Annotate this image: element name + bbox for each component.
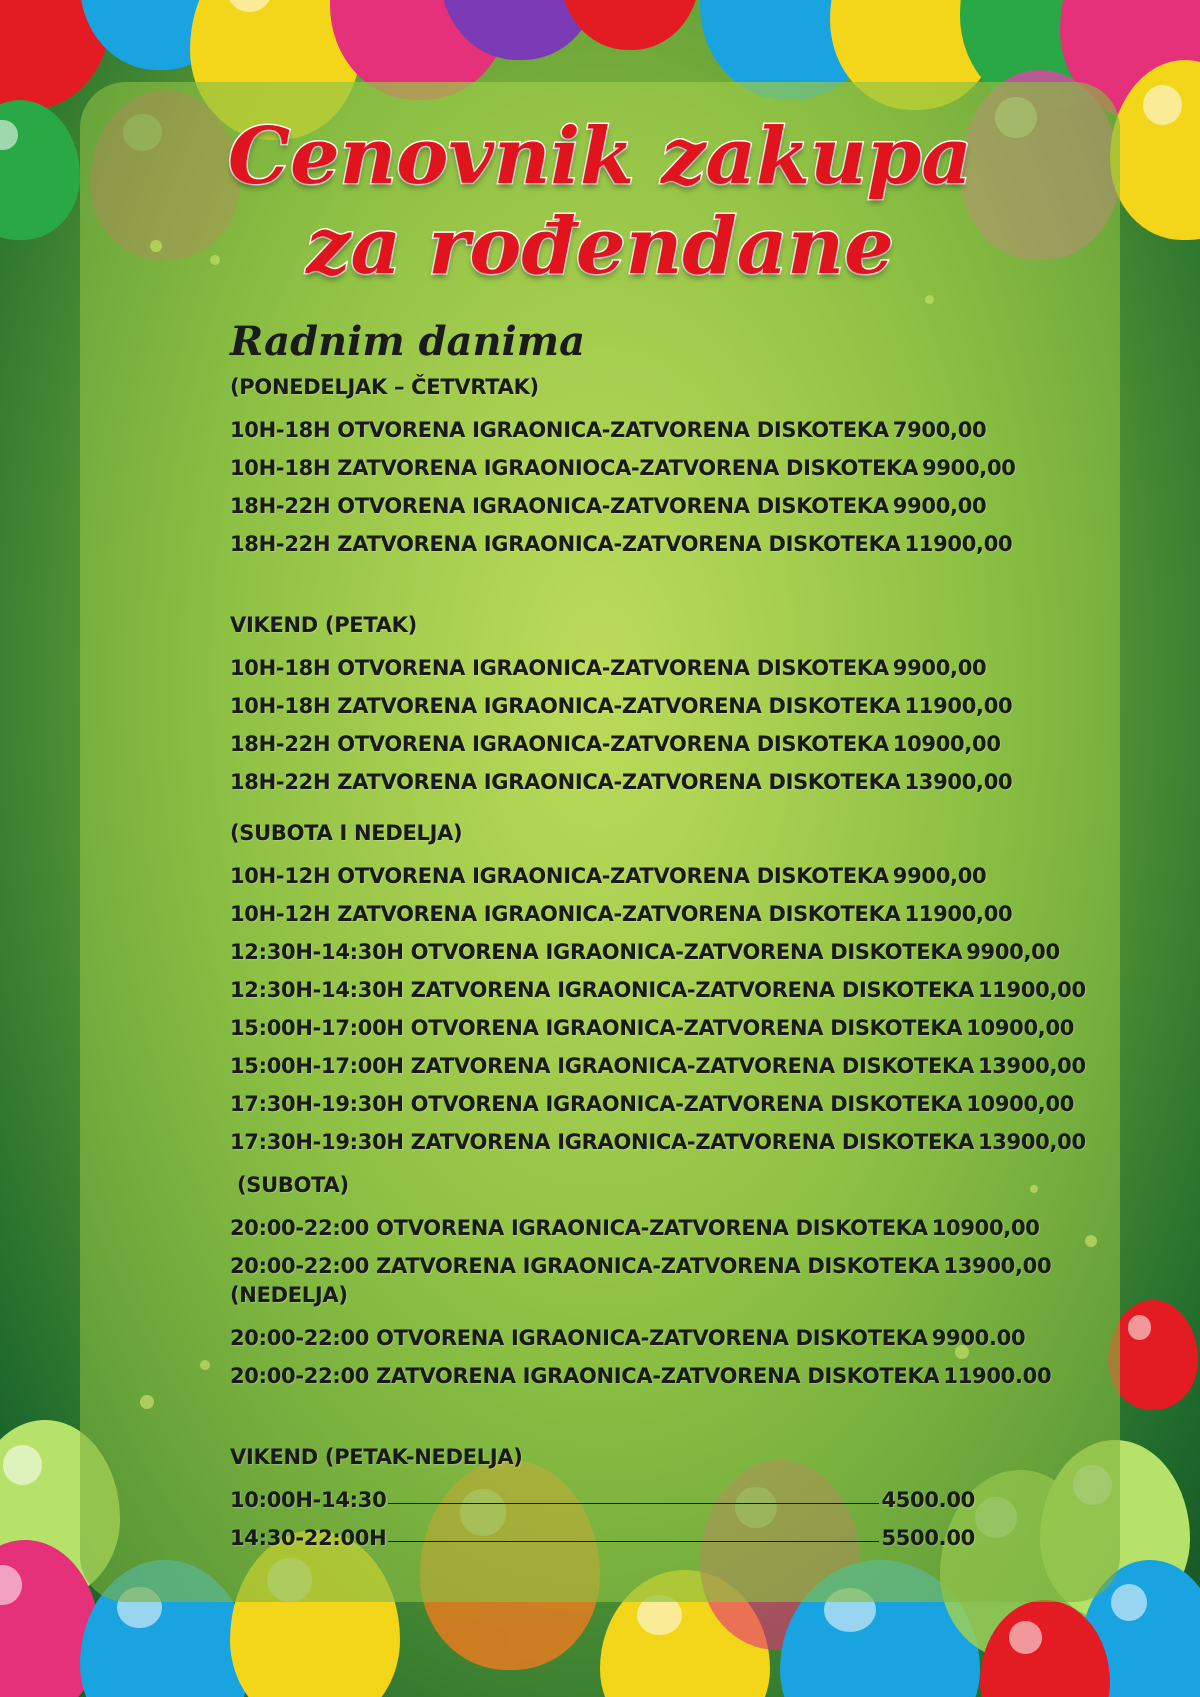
row-label: 10H-12H OTVORENA IGRAONICA-ZATVORENA DISKOTEKA <box>230 864 889 888</box>
row-label: 18H-22H OTVORENA IGRAONICA-ZATVORENA DISKOTEKA <box>230 494 889 518</box>
price-row <box>230 1474 975 1512</box>
section-title: (NEDELJA) <box>230 1283 348 1307</box>
price-row <box>230 1202 1040 1240</box>
row-label: 10H-18H OTVORENA IGRAONICA-ZATVORENA DISKOTEKA <box>230 418 889 442</box>
row-price: 9900.00 <box>931 1326 1026 1350</box>
row-label: 18H-22H OTVORENA IGRAONICA-ZATVORENA DISKOTEKA <box>230 732 889 756</box>
section-title: (SUBOTA) <box>230 1173 349 1197</box>
balloon-icon <box>1108 1300 1198 1410</box>
price-row <box>230 1002 1075 1040</box>
price-row <box>230 850 987 888</box>
price-row <box>230 756 1013 794</box>
row-price: 10900,00 <box>966 1092 1075 1116</box>
section-title: VIKEND (PETAK) <box>230 613 417 637</box>
row-price: 13900,00 <box>977 1130 1086 1154</box>
row-price: 11900,00 <box>904 532 1013 556</box>
row-price: 9900,00 <box>966 940 1060 964</box>
row-label: 10H-18H ZATVORENA IGRAONIOCA-ZATVORENA DISKOTEKA <box>230 456 919 480</box>
row-price: 9900,00 <box>892 494 987 518</box>
row-price: 11900.00 <box>943 1364 1052 1388</box>
price-row <box>230 1040 1086 1078</box>
section-title: (SUBOTA I NEDELJA) <box>230 821 463 845</box>
price-section <box>230 608 1013 794</box>
balloon-icon <box>560 0 700 50</box>
row-price: 10900,00 <box>892 732 1001 756</box>
row-price: 9900,00 <box>892 656 987 680</box>
row-label: 10:00H-14:30 <box>230 1488 387 1512</box>
price-row <box>230 480 987 518</box>
price-section <box>230 370 1016 556</box>
row-label: 20:00-22:00 ZATVORENA IGRAONICA-ZATVORENA DISKOTEKA <box>230 1254 940 1278</box>
price-row <box>230 926 1060 964</box>
price-row <box>230 964 1086 1002</box>
section-title: VIKEND (PETAK-NEDELJA) <box>230 1445 523 1469</box>
row-price: 10900,00 <box>966 1016 1075 1040</box>
row-label: 10H-12H ZATVORENA IGRAONICA-ZATVORENA DISKOTEKA <box>230 902 901 926</box>
price-row <box>230 680 1013 718</box>
page-title-line1: Cenovnik zakupa <box>228 111 972 202</box>
price-row <box>230 888 1013 926</box>
row-price: 10900,00 <box>931 1216 1040 1240</box>
row-label: 17:30H-19:30H ZATVORENA IGRAONICA-ZATVORENA DISKOTEKA <box>230 1130 974 1154</box>
price-row <box>230 1116 1086 1154</box>
row-price: 9900,00 <box>892 864 987 888</box>
price-row <box>230 1240 1052 1278</box>
row-label: 10H-18H ZATVORENA IGRAONICA-ZATVORENA DISKOTEKA <box>230 694 901 718</box>
row-label: 12:30H-14:30H ZATVORENA IGRAONICA-ZATVORENA DISKOTEKA <box>230 978 974 1002</box>
row-label: 12:30H-14:30H OTVORENA IGRAONICA-ZATVORENA DISKOTEKA <box>230 940 963 964</box>
row-price: 11900,00 <box>977 978 1086 1002</box>
leader-line <box>388 1503 879 1504</box>
section-title: (PONEDELJAK – ČETVRTAK) <box>230 375 539 399</box>
row-price: 4500.00 <box>881 1488 975 1512</box>
price-row <box>230 442 1016 480</box>
price-row <box>230 518 1013 556</box>
price-row <box>230 1078 1075 1116</box>
row-label: 20:00-22:00 OTVORENA IGRAONICA-ZATVORENA DISKOTEKA <box>230 1216 928 1240</box>
row-label: 15:00H-17:00H OTVORENA IGRAONICA-ZATVORENA DISKOTEKA <box>230 1016 963 1040</box>
row-price: 7900,00 <box>892 418 987 442</box>
row-label: 18H-22H ZATVORENA IGRAONICA-ZATVORENA DISKOTEKA <box>230 770 901 794</box>
row-price: 5500.00 <box>881 1526 975 1550</box>
row-label: 15:00H-17:00H ZATVORENA IGRAONICA-ZATVORENA DISKOTEKA <box>230 1054 974 1078</box>
row-price: 13900,00 <box>943 1254 1052 1278</box>
row-price: 11900,00 <box>904 902 1013 926</box>
row-price: 11900,00 <box>904 694 1013 718</box>
price-list <box>230 370 1086 1550</box>
price-row <box>230 1350 1052 1388</box>
price-row <box>230 642 987 680</box>
price-row <box>230 404 987 442</box>
price-row <box>230 1312 1026 1350</box>
price-row <box>230 718 1001 756</box>
row-label: 20:00-22:00 OTVORENA IGRAONICA-ZATVORENA DISKOTEKA <box>230 1326 928 1350</box>
subheading-weekdays: Radnim danima <box>230 318 585 365</box>
row-price: 9900,00 <box>922 456 1016 480</box>
leader-line <box>388 1541 879 1542</box>
price-section <box>230 1168 1052 1278</box>
row-label: 18H-22H ZATVORENA IGRAONICA-ZATVORENA DISKOTEKA <box>230 532 901 556</box>
row-price: 13900,00 <box>904 770 1013 794</box>
price-section <box>230 1440 975 1550</box>
row-label: 14:30-22:00H <box>230 1526 387 1550</box>
row-label: 17:30H-19:30H OTVORENA IGRAONICA-ZATVORENA DISKOTEKA <box>230 1092 963 1116</box>
row-price: 13900,00 <box>977 1054 1086 1078</box>
page-title-line2: za rođendane <box>306 201 894 292</box>
row-label: 20:00-22:00 ZATVORENA IGRAONICA-ZATVORENA DISKOTEKA <box>230 1364 940 1388</box>
price-section <box>230 816 1086 1154</box>
row-label: 10H-18H OTVORENA IGRAONICA-ZATVORENA DISKOTEKA <box>230 656 889 680</box>
price-row <box>230 1512 975 1550</box>
price-section <box>230 1278 1052 1388</box>
